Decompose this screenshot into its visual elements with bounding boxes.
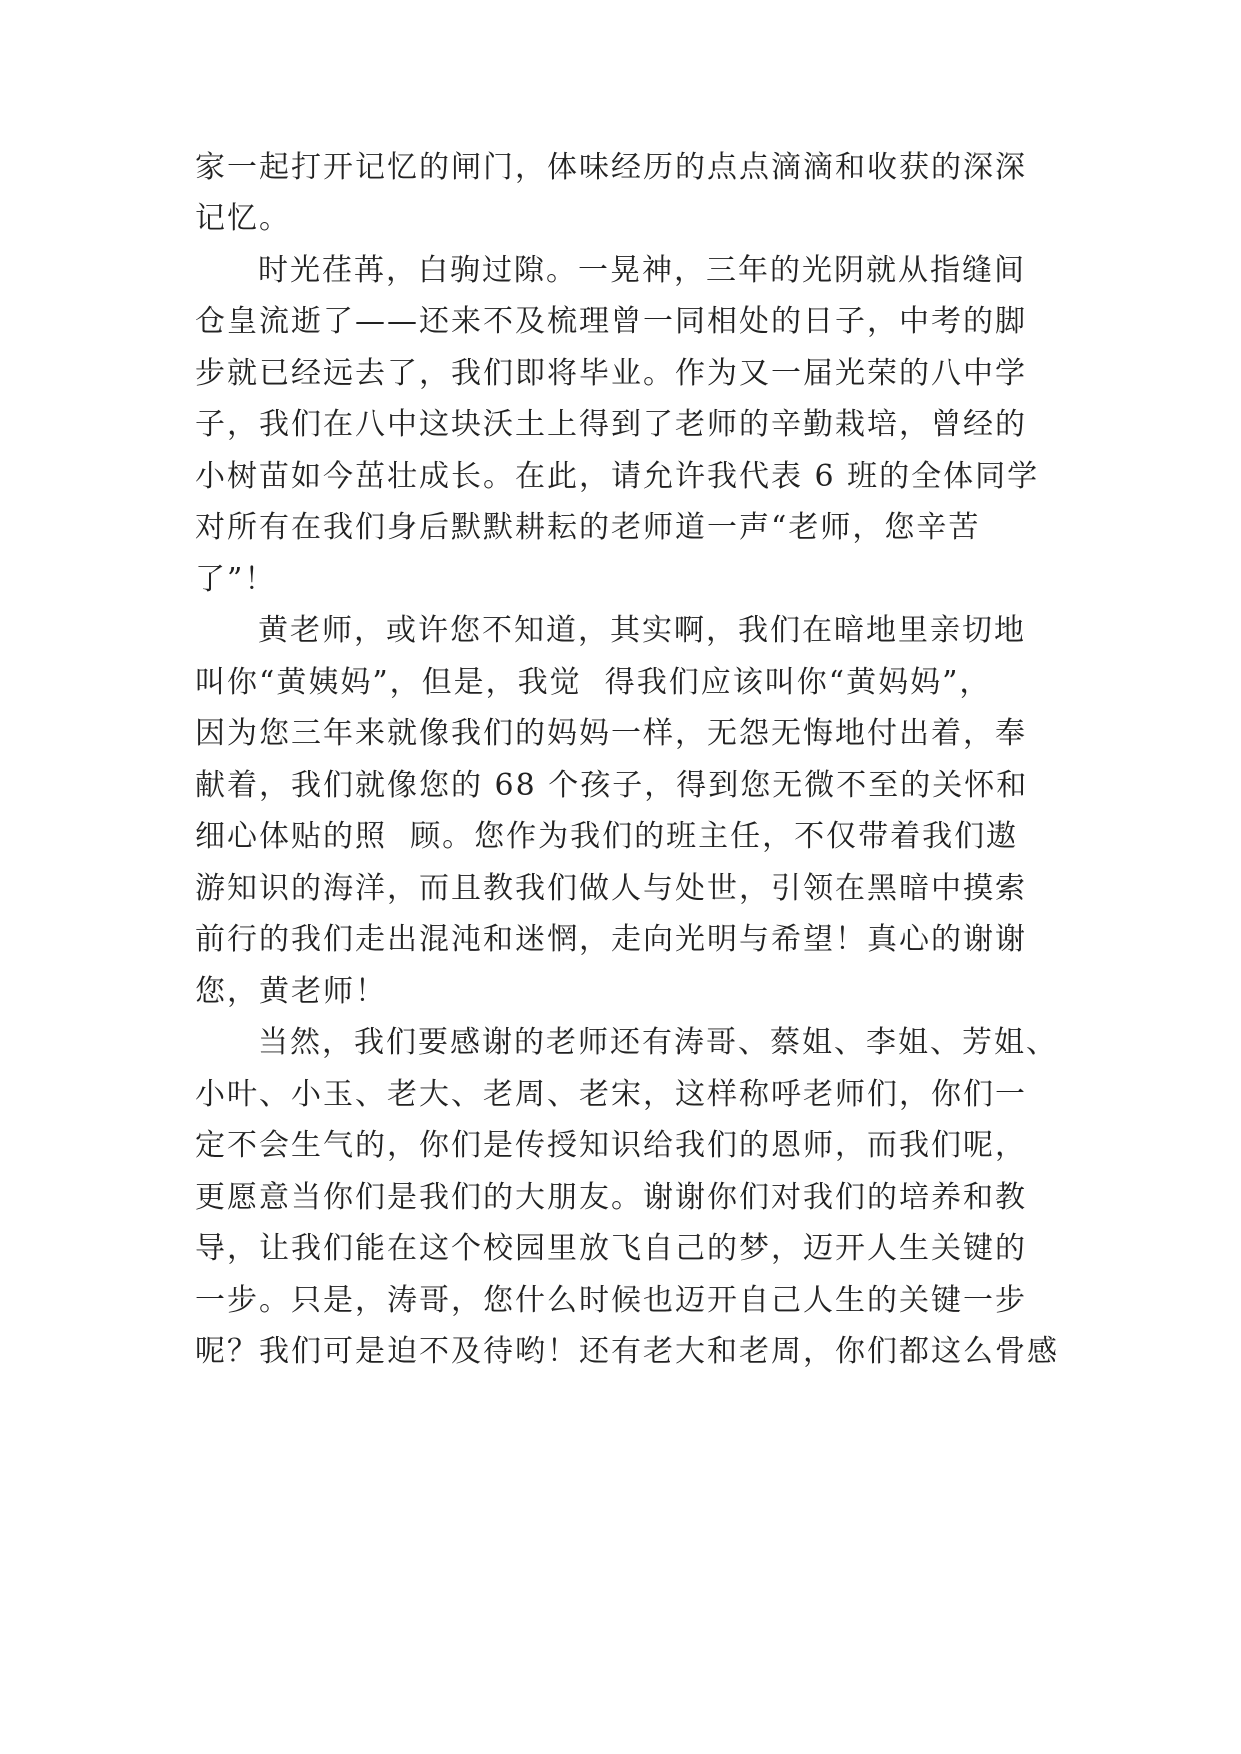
text-line: 一步。只是，涛哥，您什么时候也迈开自己人生的关键一步 xyxy=(195,1283,1027,1318)
text-line: 家一起打开记忆的闸门，体味经历的点点滴滴和收获的深深 xyxy=(195,150,1027,185)
text-line: 细心体贴的照 顾。您作为我们的班主任，不仅带着我们遨 xyxy=(195,819,1019,854)
text-line: 记忆。 xyxy=(195,201,291,236)
text-line: 您，黄老师！ xyxy=(195,974,387,1009)
paragraph-start-line: 当然，我们要感谢的老师还有涛哥、蔡姐、李姐、芳姐、 xyxy=(258,1025,1058,1060)
text-line: 对所有在我们身后默默耕耘的老师道一声“老师，您辛苦 xyxy=(195,510,981,545)
paragraph-start-line: 黄老师，或许您不知道，其实啊，我们在暗地里亲切地 xyxy=(258,613,1026,648)
text-line: 献着，我们就像您的 68 个孩子，得到您无微不至的关怀和 xyxy=(195,768,1029,803)
text-line: 导，让我们能在这个校园里放飞自己的梦，迈开人生关键的 xyxy=(195,1231,1027,1266)
text-line: 定不会生气的，你们是传授知识给我们的恩师，而我们呢， xyxy=(195,1128,1027,1163)
text-line: 更愿意当你们是我们的大朋友。谢谢你们对我们的培养和教 xyxy=(195,1180,1027,1215)
text-line: 仓皇流逝了——还来不及梳理曾一同相处的日子，中考的脚 xyxy=(195,304,1027,339)
text-line: 呢？我们可是迫不及待哟！还有老大和老周，你们都这么骨感 xyxy=(195,1334,1059,1369)
text-line: 因为您三年来就像我们的妈妈一样，无怨无悔地付出着，奉 xyxy=(195,716,1027,751)
text-line: 子，我们在八中这块沃土上得到了老师的辛勤栽培，曾经的 xyxy=(195,407,1027,442)
text-line: 小树苗如今茁壮成长。在此，请允许我代表 6 班的全体同学 xyxy=(195,459,1040,494)
text-line: 了”！ xyxy=(195,562,277,597)
text-line: 前行的我们走出混沌和迷惘，走向光明与希望！真心的谢谢 xyxy=(195,922,1027,957)
paragraph-start-line: 时光荏苒，白驹过隙。一晃神，三年的光阴就从指缝间 xyxy=(258,253,1026,288)
text-line: 游知识的海洋，而且教我们做人与处世，引领在黑暗中摸索 xyxy=(195,871,1027,906)
text-line: 步就已经远去了，我们即将毕业。作为又一届光荣的八中学 xyxy=(195,356,1027,391)
text-line: 小叶、小玉、老大、老周、老宋，这样称呼老师们，你们一 xyxy=(195,1077,1027,1112)
text-line: 叫你“黄姨妈”，但是，我觉 得我们应该叫你“黄妈妈”， xyxy=(195,665,992,700)
